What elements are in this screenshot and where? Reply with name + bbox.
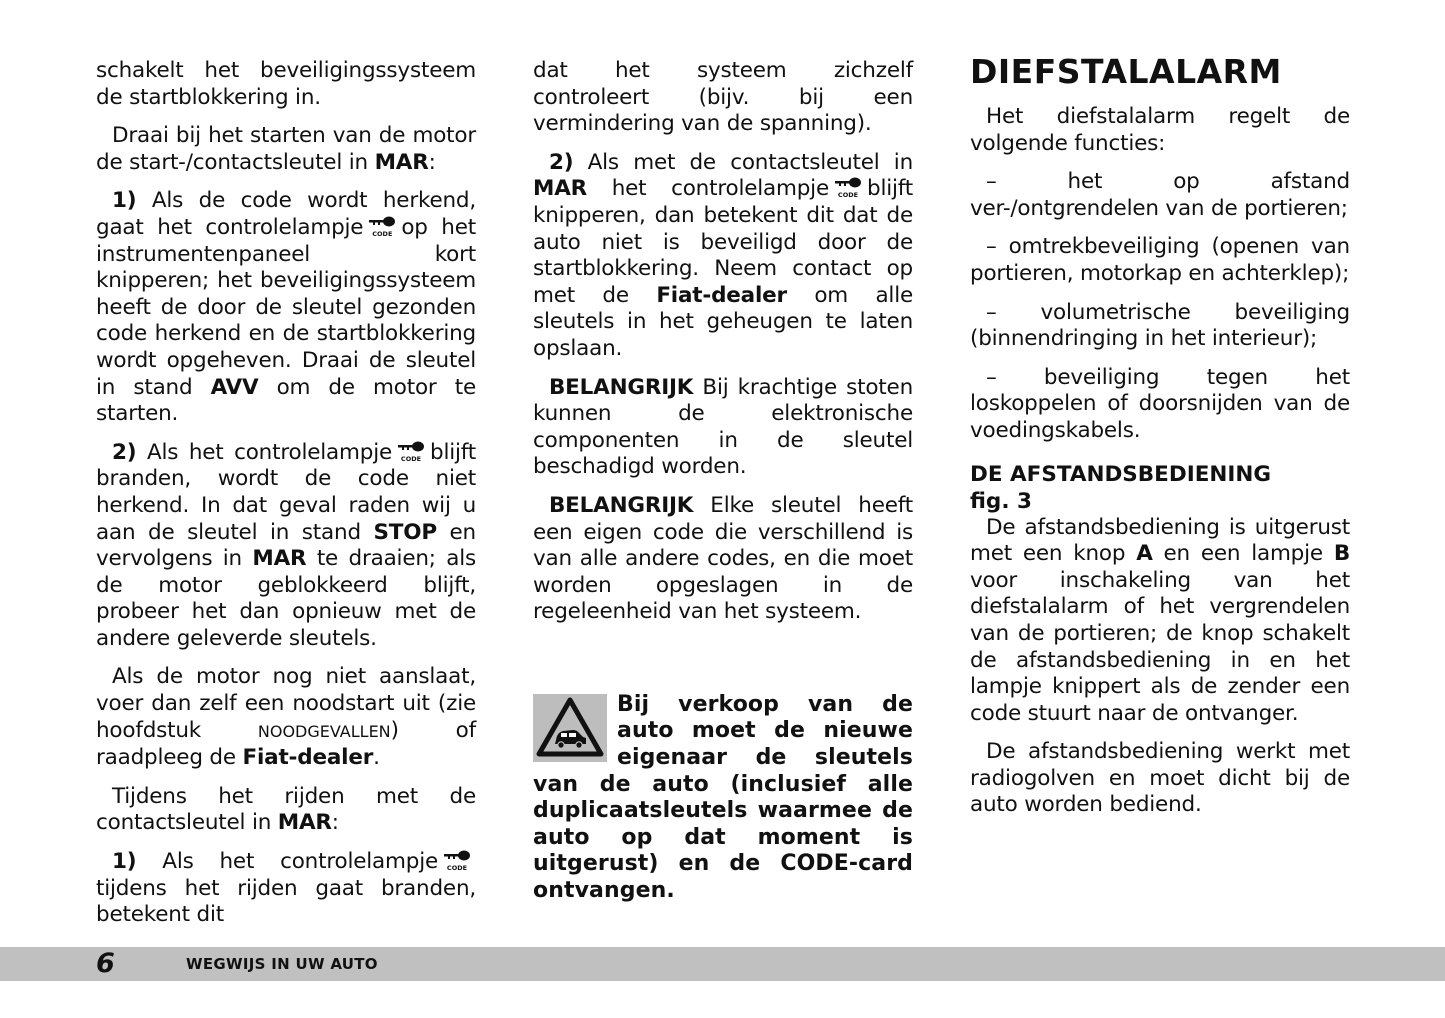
list-item: – volumetrische beveiliging (binnendringing in het interieur);: [970, 299, 1350, 352]
key-code-warning-icon: CODE: [367, 216, 397, 236]
warning-block: [533, 692, 913, 905]
subsection-title: DE AFSTANDSBEDIENING fig. 3: [970, 461, 1272, 514]
paragraph: schakelt het beveiligingssysteem de startblokkering in.: [96, 58, 476, 110]
paragraph: 1) Als de code wordt herkend, gaat het controlelampje CODE op het instrumentenpaneel kort knipperen; het beveiligingssysteem heeft de door de sleutel gezonden code herkend en de startblokkering wordt opgeheven. Draai de sleutel in stand AVV om de motor te starten.: [96, 188, 476, 427]
list-item: – beveiliging tegen het loskoppelen of doorsnijden van de voedingskabels.: [970, 364, 1350, 443]
page-number: 6: [96, 948, 115, 979]
paragraph: Draai bij het starten van de motor de start-/contactsleutel in MAR:: [96, 123, 476, 175]
paragraph: Tijdens het rijden met de contactsleutel in MAR:: [96, 783, 476, 836]
paragraph: BELANGRIJK Bij krachtige stoten kunnen de elektronische componenten in de sleutel beschadigd worden.: [533, 374, 913, 480]
warning-text: Bij verkoop van de auto moet de nieuwe eigenaar de sleutels van de auto (inclusief alle duplicaatsleutels waarmee de auto op dat moment is uitgerust) en de CODE-card ontvangen.: [533, 691, 913, 904]
paragraph: De afstandsbediening is uitgerust met een knop A en een lampje B voor inschakeling van het diefstalalarm of het vergrendelen van de portieren; de knop schakelt de afstandsbediening in en het lampje knippert als de zender een code stuurt naar de ontvanger.: [970, 514, 1350, 726]
text-column-1: [96, 58, 476, 941]
text-column-3: [970, 52, 1350, 831]
paragraph: 1) Als het controlelampje CODE tijdens het rijden gaat branden, betekent dit: [96, 849, 476, 928]
paragraph: Als de motor nog niet aanslaat, voer dan zelf een noodstart uit (zie hoofdstuk NOODGEVALLEN) of raadpleeg de Fiat-dealer.: [96, 664, 476, 771]
text-column-2: [533, 58, 913, 905]
chapter-reference: NOODGEVALLEN: [257, 721, 391, 741]
key-code-warning-icon: CODE: [833, 177, 863, 197]
paragraph: 2) Als het controlelampje CODE blijft branden, wordt de code niet herkend. In dat geval raden wij u aan de sleutel in stand STOP en vervolgens in MAR te draaien; als de motor geblokkeerd blijft, probeer het dan opnieuw met de andere geleverde sleutels.: [96, 439, 476, 651]
footer-bar: [0, 947, 1445, 981]
section-title: DIEFSTALALARM: [970, 52, 1282, 91]
paragraph: dat het systeem zichzelf controleert (bijv. bij een vermindering van de spanning).: [533, 58, 913, 137]
key-code-warning-icon: CODE: [442, 850, 472, 870]
key-code-warning-icon: CODE: [396, 441, 426, 461]
list-item: – omtrekbeveiliging (openen van portieren, motorkap en achterklep);: [970, 234, 1350, 286]
figure-reference: fig. 3: [970, 488, 1032, 514]
paragraph: BELANGRIJK Elke sleutel heeft een eigen code die verschillend is van alle andere codes, en die moet worden opgeslagen in de regeleenheid van het systeem.: [533, 492, 913, 625]
footer-section-title: WEGWIJS IN UW AUTO: [186, 955, 378, 973]
car-warning-triangle-icon: [533, 694, 607, 762]
paragraph: 2) Als met de contactsleutel in MAR het controlelampje CODE blijft knipperen, dan betekent dit dat de auto niet is beveiligd door de startblokkering. Neem contact op met de Fiat-dealer om alle sleutels in het geheugen te laten opslaan.: [533, 149, 913, 361]
list-item: – het op afstand ver-/ontgrendelen van de portieren;: [970, 169, 1350, 221]
paragraph: Het diefstalalarm regelt de volgende functies:: [970, 104, 1350, 156]
paragraph: De afstandsbediening werkt met radiogolven en moet dicht bij de auto worden bediend.: [970, 739, 1350, 818]
